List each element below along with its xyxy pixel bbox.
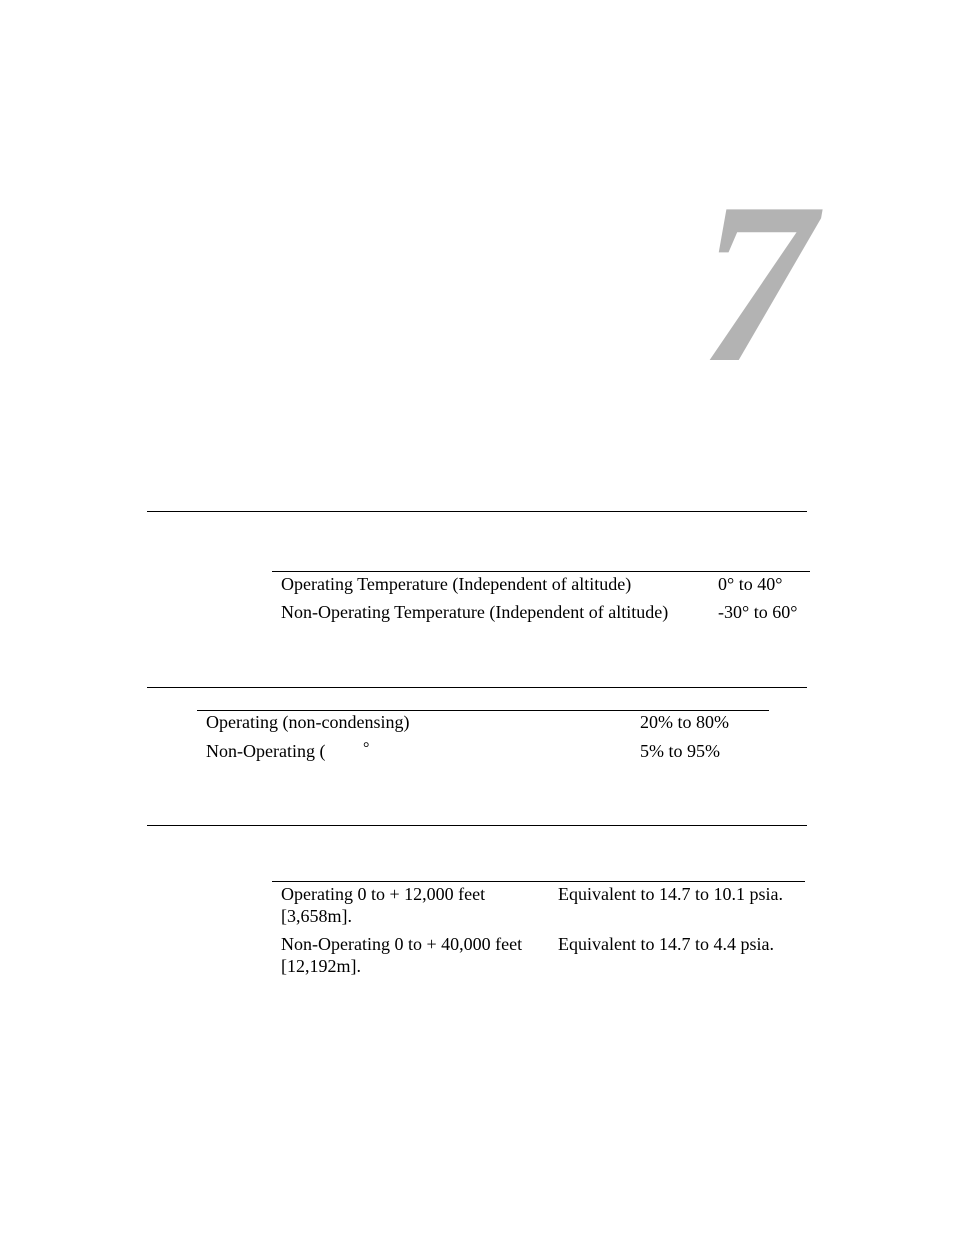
altitude-row-2-value: Equivalent to 14.7 to 4.4 psia.	[558, 934, 774, 954]
altitude-table-top-rule	[272, 881, 805, 882]
altitude-row-2-label-line2: [12,192m].	[281, 956, 361, 976]
altitude-row-2-label-line1: Non-Operating 0 to + 40,000 feet	[281, 934, 523, 954]
altitude-row-1-label-line1: Operating 0 to + 12,000 feet	[281, 884, 486, 904]
altitude-row-1-label-line2: [3,658m].	[281, 906, 352, 926]
temperature-table-top-rule	[272, 571, 810, 572]
section-divider-altitude	[147, 825, 807, 826]
humidity-row-2-degree-symbol: °	[363, 740, 370, 757]
humidity-row-1-value: 20% to 80%	[640, 712, 729, 732]
altitude-row-1-value: Equivalent to 14.7 to 10.1 psia.	[558, 884, 783, 904]
chapter-number: 7	[700, 155, 815, 410]
temperature-row-2-value: -30° to 60°	[718, 602, 798, 622]
humidity-row-2-value: 5% to 95%	[640, 741, 720, 761]
temperature-row-2-label: Non-Operating Temperature (Independent of altitude)	[281, 602, 669, 622]
section-divider-humidity	[147, 687, 807, 688]
temperature-row-1-value: 0° to 40°	[718, 574, 783, 594]
humidity-row-1-label: Operating (non-condensing)	[206, 712, 410, 732]
temperature-row-1-label: Operating Temperature (Independent of altitude)	[281, 574, 632, 594]
humidity-row-2-label: Non-Operating (	[206, 741, 326, 761]
section-divider-temperature	[147, 511, 807, 512]
